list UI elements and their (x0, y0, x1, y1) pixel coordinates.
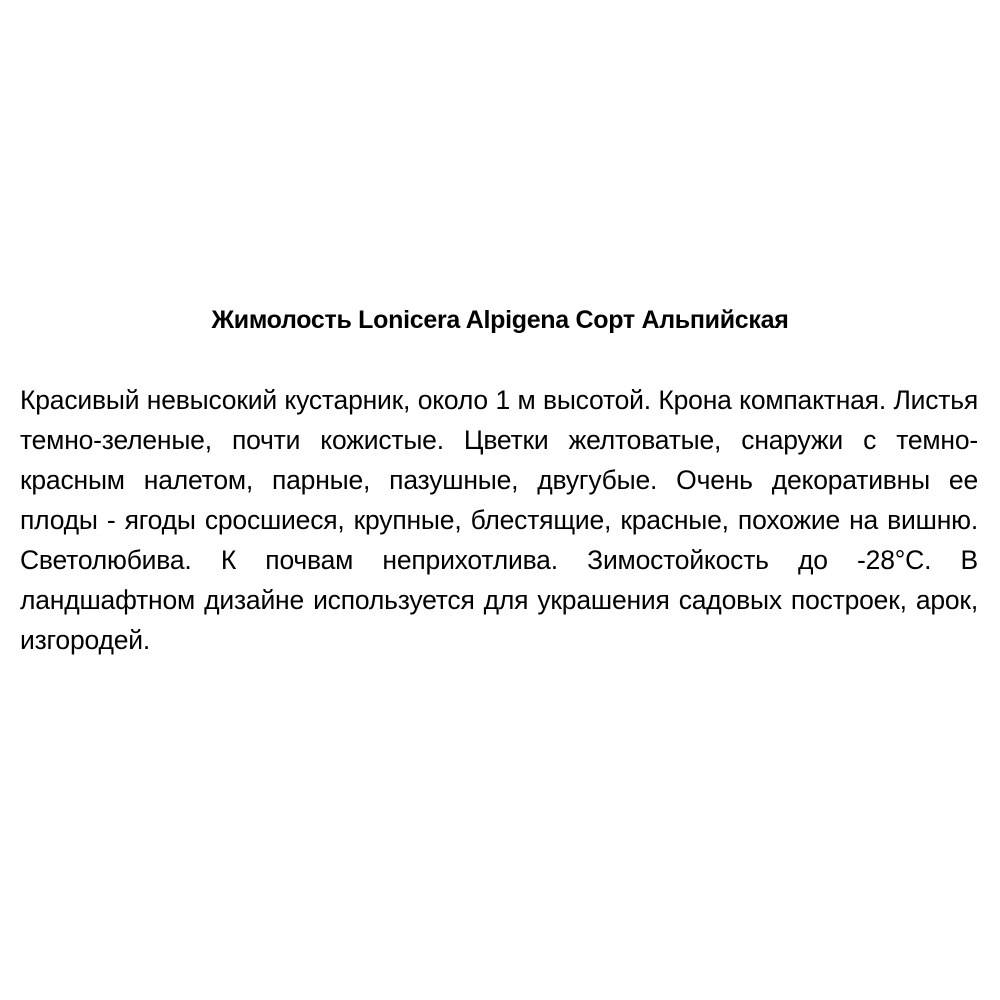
document-title: Жимолость Lonicera Alpigena Сорт Альпийская (211, 306, 789, 334)
document-description: Красивый невысокий кустарник, около 1 м высотой. Крона компактная. Листья темно-зеленые, почти кожистые. Цветки желтоватые, снаружи с темно-красным налетом, парные, пазушные, двугубые. Очень декоративны ее плоды - ягоды сросшиеся, крупные, блестящие, красные, похожие на вишню. Светолюбива. К почвам неприхотлива. Зимостойкость до -28°С. В ландшафтном дизайне используется для украшения садовых построек, арок, изгородей. (20, 385, 978, 655)
